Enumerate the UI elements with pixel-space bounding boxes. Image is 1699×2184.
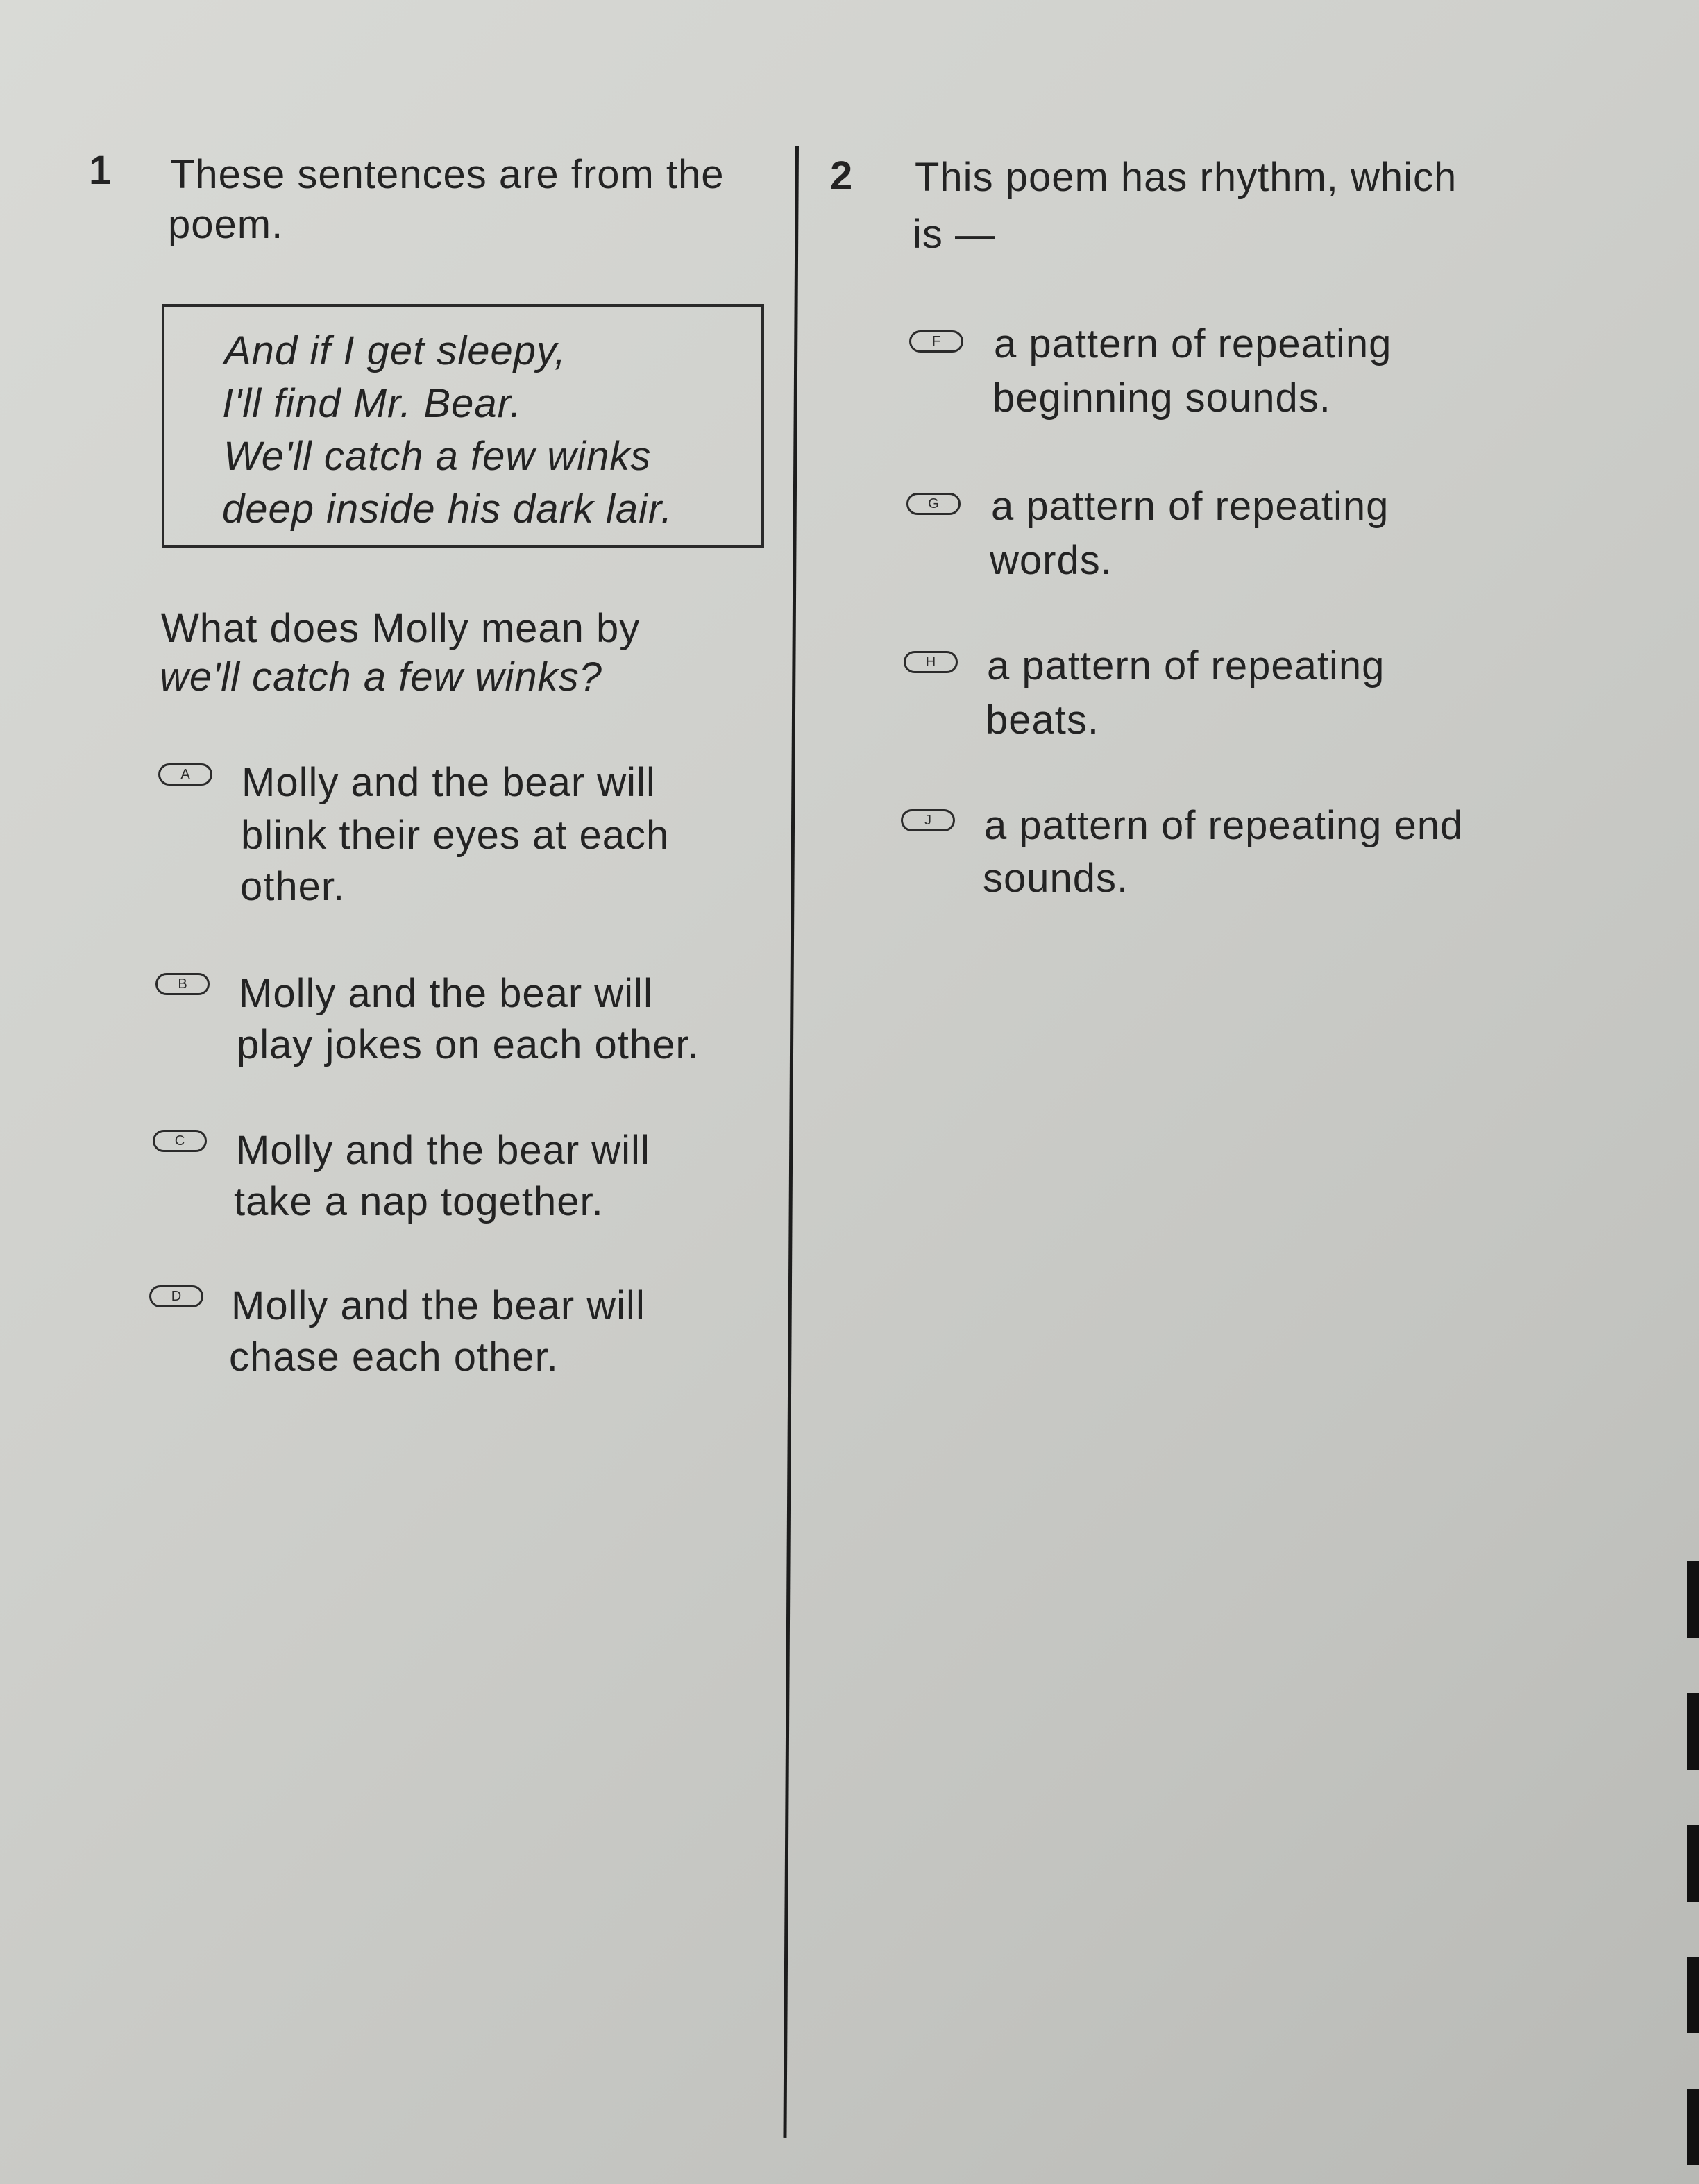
question-1-prompt-line-1: What does Molly mean by	[161, 606, 641, 651]
option-a-line-1: Molly and the bear will	[242, 760, 656, 805]
option-d-line-2: chase each other.	[229, 1335, 559, 1380]
option-h-line-2: beats.	[986, 697, 1099, 743]
question-1-number: 1	[89, 148, 112, 193]
option-a-line-3: other.	[240, 864, 346, 909]
question-2-number: 2	[830, 153, 853, 198]
answer-bubble-c[interactable]: C	[153, 1130, 207, 1152]
option-c-line-2: take a nap together.	[234, 1179, 604, 1224]
column-divider	[783, 146, 799, 2138]
excerpt-line-2: I'll find Mr. Bear.	[222, 381, 522, 426]
question-1-prompt-line-2: we'll catch a few winks?	[160, 654, 602, 700]
option-c-line-1: Molly and the bear will	[236, 1128, 650, 1173]
timing-mark	[1687, 1825, 1699, 1902]
timing-mark	[1687, 1957, 1699, 2033]
excerpt-line-3: We'll catch a few winks	[223, 434, 652, 479]
option-a-line-2: blink their eyes at each	[241, 813, 670, 858]
answer-bubble-f[interactable]: F	[909, 330, 963, 353]
option-j-line-2: sounds.	[983, 856, 1129, 901]
answer-bubble-h[interactable]: H	[904, 651, 958, 673]
option-f-line-2: beginning sounds.	[992, 375, 1331, 421]
question-1-intro-line-2: poem.	[168, 202, 284, 247]
excerpt-line-1: And if I get sleepy,	[224, 328, 566, 373]
answer-bubble-d[interactable]: D	[149, 1285, 203, 1307]
question-1-intro-line-1: These sentences are from the	[170, 152, 725, 197]
option-h-line-1: a pattern of repeating	[987, 643, 1385, 688]
option-d-line-1: Molly and the bear will	[231, 1283, 645, 1328]
question-2-stem-line-1: This poem has rhythm, which	[915, 155, 1457, 200]
answer-bubble-g[interactable]: G	[906, 493, 961, 515]
option-f-line-1: a pattern of repeating	[994, 321, 1392, 366]
option-j-line-1: a pattern of repeating end	[984, 803, 1464, 848]
excerpt-line-4: deep inside his dark lair.	[222, 486, 673, 532]
option-g-line-1: a pattern of repeating	[991, 484, 1389, 529]
question-2-stem-line-2: is —	[913, 212, 996, 257]
option-b-line-2: play jokes on each other.	[237, 1022, 700, 1067]
answer-bubble-b[interactable]: B	[155, 973, 210, 995]
option-g-line-2: words.	[990, 538, 1113, 583]
timing-mark	[1687, 1693, 1699, 1770]
answer-bubble-j[interactable]: J	[901, 809, 955, 831]
option-b-line-1: Molly and the bear will	[239, 971, 653, 1016]
answer-bubble-a[interactable]: A	[158, 763, 212, 786]
timing-mark	[1687, 1561, 1699, 1638]
timing-mark	[1687, 2089, 1699, 2165]
